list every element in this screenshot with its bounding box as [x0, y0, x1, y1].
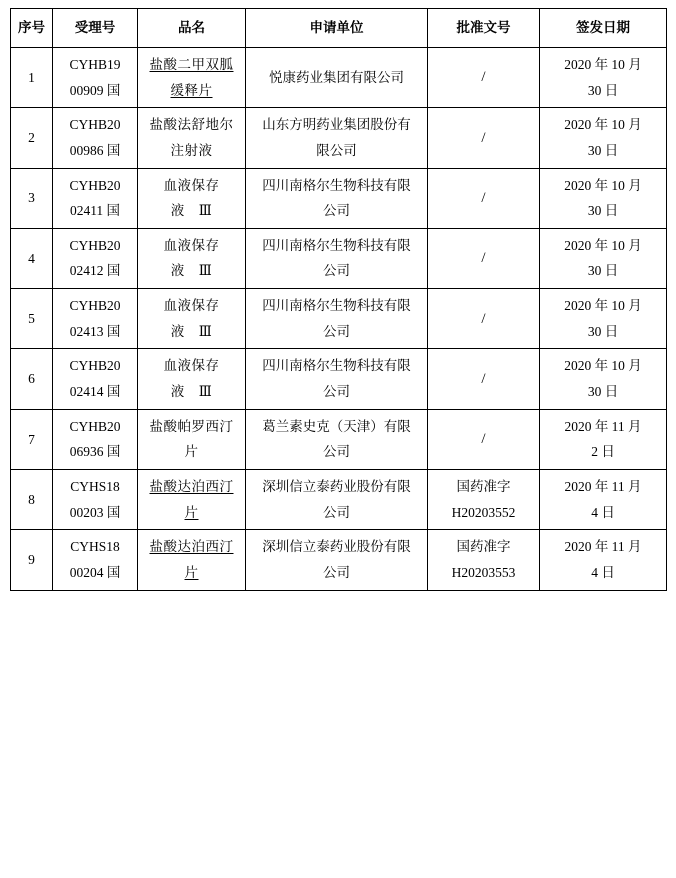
cell-accept-number-line: CYHS18 [70, 478, 120, 494]
cell-accept-number [53, 168, 138, 228]
cell-accept-number-line: 02412 国 [69, 263, 121, 279]
cell-accept-number-line: 06936 国 [69, 444, 121, 460]
cell-issue-date-line: 2020 年 10 月 [564, 358, 642, 374]
cell-approval-number [428, 469, 540, 529]
cell-product-name-line: 盐酸法舒地尔 [149, 117, 234, 133]
cell-accept-number-line: 00909 国 [69, 82, 121, 98]
table-row [11, 289, 667, 349]
cell-issue-date [540, 530, 667, 590]
cell-accept-number-line: CYHB20 [69, 358, 121, 374]
cell-applicant-line: 公司 [323, 564, 350, 580]
table-row [11, 168, 667, 228]
cell-sequence: 2 [11, 108, 53, 168]
cell-issue-date-line: 4 日 [591, 564, 615, 580]
cell-accept-number-line: CYHB20 [69, 418, 121, 434]
cell-approval-number [428, 289, 540, 349]
cell-issue-date-line: 2020 年 10 月 [564, 117, 642, 133]
cell-applicant-line: 公司 [323, 263, 350, 279]
cell-applicant-line: 公司 [323, 444, 350, 460]
cell-product-name-line: 液 Ⅲ [170, 323, 213, 339]
column-header-applicant: 申请单位 [246, 9, 428, 48]
cell-approval-number-line: 国药准字 [456, 539, 511, 555]
cell-issue-date [540, 48, 667, 108]
column-header-approval-number: 批准文号 [428, 9, 540, 48]
cell-accept-number-line: CYHB20 [69, 117, 121, 133]
cell-accept-number [53, 48, 138, 108]
cell-accept-number [53, 349, 138, 409]
cell-product-name-line: 缓释片 [170, 82, 213, 98]
cell-issue-date [540, 409, 667, 469]
cell-approval-number-line: H20203552 [451, 504, 516, 520]
cell-sequence: 7 [11, 409, 53, 469]
cell-approval-number [428, 530, 540, 590]
cell-applicant-line: 四川南格尔生物科技有限 [262, 177, 411, 193]
cell-applicant [246, 409, 428, 469]
cell-product-name [138, 228, 246, 288]
table-row [11, 469, 667, 529]
cell-issue-date-line: 30 日 [587, 203, 619, 219]
cell-accept-number-line: 02411 国 [69, 203, 121, 219]
cell-issue-date [540, 289, 667, 349]
cell-issue-date [540, 469, 667, 529]
cell-accept-number-line: 00204 国 [69, 564, 121, 580]
cell-accept-number-line: CYHB20 [69, 177, 121, 193]
cell-sequence: 5 [11, 289, 53, 349]
cell-product-name [138, 469, 246, 529]
cell-issue-date [540, 168, 667, 228]
cell-applicant [246, 168, 428, 228]
cell-approval-number-line: / [481, 431, 486, 448]
cell-product-name [138, 48, 246, 108]
cell-accept-number-line: CYHB19 [69, 57, 121, 72]
cell-applicant-line: 深圳信立泰药业股份有限 [262, 539, 411, 555]
table-row [11, 530, 667, 590]
cell-issue-date [540, 349, 667, 409]
cell-product-name-line: 血液保存 [163, 237, 220, 253]
cell-sequence: 8 [11, 469, 53, 529]
cell-issue-date-line: 2020 年 11 月 [564, 478, 642, 494]
table-row [11, 228, 667, 288]
column-header-product-name: 品名 [138, 9, 246, 48]
cell-product-name [138, 289, 246, 349]
cell-approval-number [428, 108, 540, 168]
cell-product-name [138, 349, 246, 409]
cell-product-name-line: 盐酸达泊西汀 [149, 539, 234, 555]
cell-issue-date-line: 30 日 [587, 263, 619, 279]
cell-accept-number [53, 409, 138, 469]
cell-approval-number-line: / [481, 129, 486, 146]
cell-product-name [138, 168, 246, 228]
cell-issue-date-line: 2020 年 10 月 [564, 237, 642, 253]
cell-product-name [138, 108, 246, 168]
cell-applicant-line: 公司 [323, 203, 350, 219]
cell-product-name-line: 盐酸达泊西汀 [149, 478, 234, 494]
cell-sequence: 9 [11, 530, 53, 590]
cell-approval-number [428, 349, 540, 409]
cell-applicant-line: 深圳信立泰药业股份有限 [262, 478, 411, 494]
cell-accept-number [53, 108, 138, 168]
cell-approval-number-line: / [481, 69, 486, 86]
cell-applicant-line: 四川南格尔生物科技有限 [262, 237, 411, 253]
cell-issue-date-line: 4 日 [591, 504, 615, 520]
cell-accept-number-line: 00203 国 [69, 504, 121, 520]
cell-issue-date-line: 30 日 [587, 323, 619, 339]
cell-applicant [246, 289, 428, 349]
cell-approval-number-line: / [481, 310, 486, 327]
cell-issue-date-line: 30 日 [587, 384, 619, 400]
cell-applicant [246, 469, 428, 529]
table-header-row [11, 9, 667, 48]
cell-applicant [246, 530, 428, 590]
cell-approval-number-line: / [481, 250, 486, 267]
cell-accept-number-line: CYHS18 [70, 539, 120, 555]
cell-issue-date-line: 30 日 [587, 142, 619, 158]
cell-applicant-line: 限公司 [316, 142, 357, 158]
cell-approval-number [428, 228, 540, 288]
cell-approval-number-line: 国药准字 [456, 478, 511, 494]
cell-applicant [246, 48, 428, 108]
cell-applicant-line: 葛兰素史克（天津）有限 [262, 418, 411, 434]
table-header [11, 9, 667, 48]
cell-applicant-line: 公司 [323, 323, 350, 339]
cell-accept-number-line: CYHB20 [69, 237, 121, 253]
cell-product-name-line: 片 [184, 444, 199, 460]
table-body [11, 48, 667, 591]
cell-accept-number-line: 02413 国 [69, 323, 121, 339]
table-row [11, 349, 667, 409]
cell-applicant-line: 四川南格尔生物科技有限 [262, 358, 411, 374]
cell-accept-number-line: 02414 国 [69, 384, 121, 400]
cell-issue-date-line: 2020 年 10 月 [564, 57, 642, 72]
cell-sequence: 4 [11, 228, 53, 288]
cell-accept-number [53, 530, 138, 590]
cell-sequence: 6 [11, 349, 53, 409]
cell-sequence: 3 [11, 168, 53, 228]
cell-issue-date-line: 2020 年 11 月 [564, 539, 642, 555]
cell-accept-number [53, 469, 138, 529]
cell-applicant-line: 悦康药业集团有限公司 [269, 69, 404, 85]
cell-accept-number [53, 228, 138, 288]
cell-product-name-line: 片 [184, 504, 199, 520]
cell-product-name-line: 血液保存 [163, 298, 220, 314]
cell-applicant-line: 四川南格尔生物科技有限 [262, 298, 411, 314]
cell-product-name-line: 片 [184, 564, 199, 580]
cell-issue-date-line: 2020 年 10 月 [564, 177, 642, 193]
cell-applicant-line: 公司 [323, 384, 350, 400]
cell-accept-number [53, 289, 138, 349]
cell-issue-date [540, 228, 667, 288]
cell-issue-date-line: 30 日 [587, 82, 619, 98]
cell-approval-number [428, 409, 540, 469]
cell-approval-number-line: / [481, 189, 486, 206]
cell-approval-number [428, 168, 540, 228]
cell-product-name-line: 血液保存 [163, 177, 220, 193]
cell-applicant [246, 349, 428, 409]
cell-issue-date [540, 108, 667, 168]
cell-applicant [246, 228, 428, 288]
table-row [11, 48, 667, 108]
cell-issue-date-line: 2020 年 11 月 [564, 418, 642, 434]
column-header-accept-number: 受理号 [53, 9, 138, 48]
cell-product-name-line: 液 Ⅲ [170, 203, 213, 219]
cell-sequence: 1 [11, 48, 53, 108]
cell-accept-number-line: 00986 国 [69, 142, 121, 158]
cell-approval-number-line: H20203553 [451, 564, 516, 580]
cell-applicant-line: 山东方明药业集团股份有 [262, 117, 411, 133]
cell-applicant [246, 108, 428, 168]
cell-product-name [138, 409, 246, 469]
drug-approval-table [10, 8, 667, 591]
column-header-issue-date: 签发日期 [540, 9, 667, 48]
cell-product-name-line: 注射液 [170, 142, 213, 158]
cell-accept-number-line: CYHB20 [69, 298, 121, 314]
table-row [11, 409, 667, 469]
cell-approval-number-line: / [481, 370, 486, 387]
cell-product-name-line: 血液保存 [163, 358, 220, 374]
table-row [11, 108, 667, 168]
cell-approval-number [428, 48, 540, 108]
cell-product-name-line: 液 Ⅲ [170, 263, 213, 279]
cell-product-name [138, 530, 246, 590]
column-header-seq: 序号 [11, 9, 53, 48]
cell-issue-date-line: 2 日 [591, 444, 615, 460]
cell-product-name-line: 液 Ⅲ [170, 384, 213, 400]
cell-applicant-line: 公司 [323, 504, 350, 520]
cell-product-name-line: 盐酸二甲双胍 [149, 57, 234, 72]
cell-issue-date-line: 2020 年 10 月 [564, 298, 642, 314]
cell-product-name-line: 盐酸帕罗西汀 [149, 418, 234, 434]
